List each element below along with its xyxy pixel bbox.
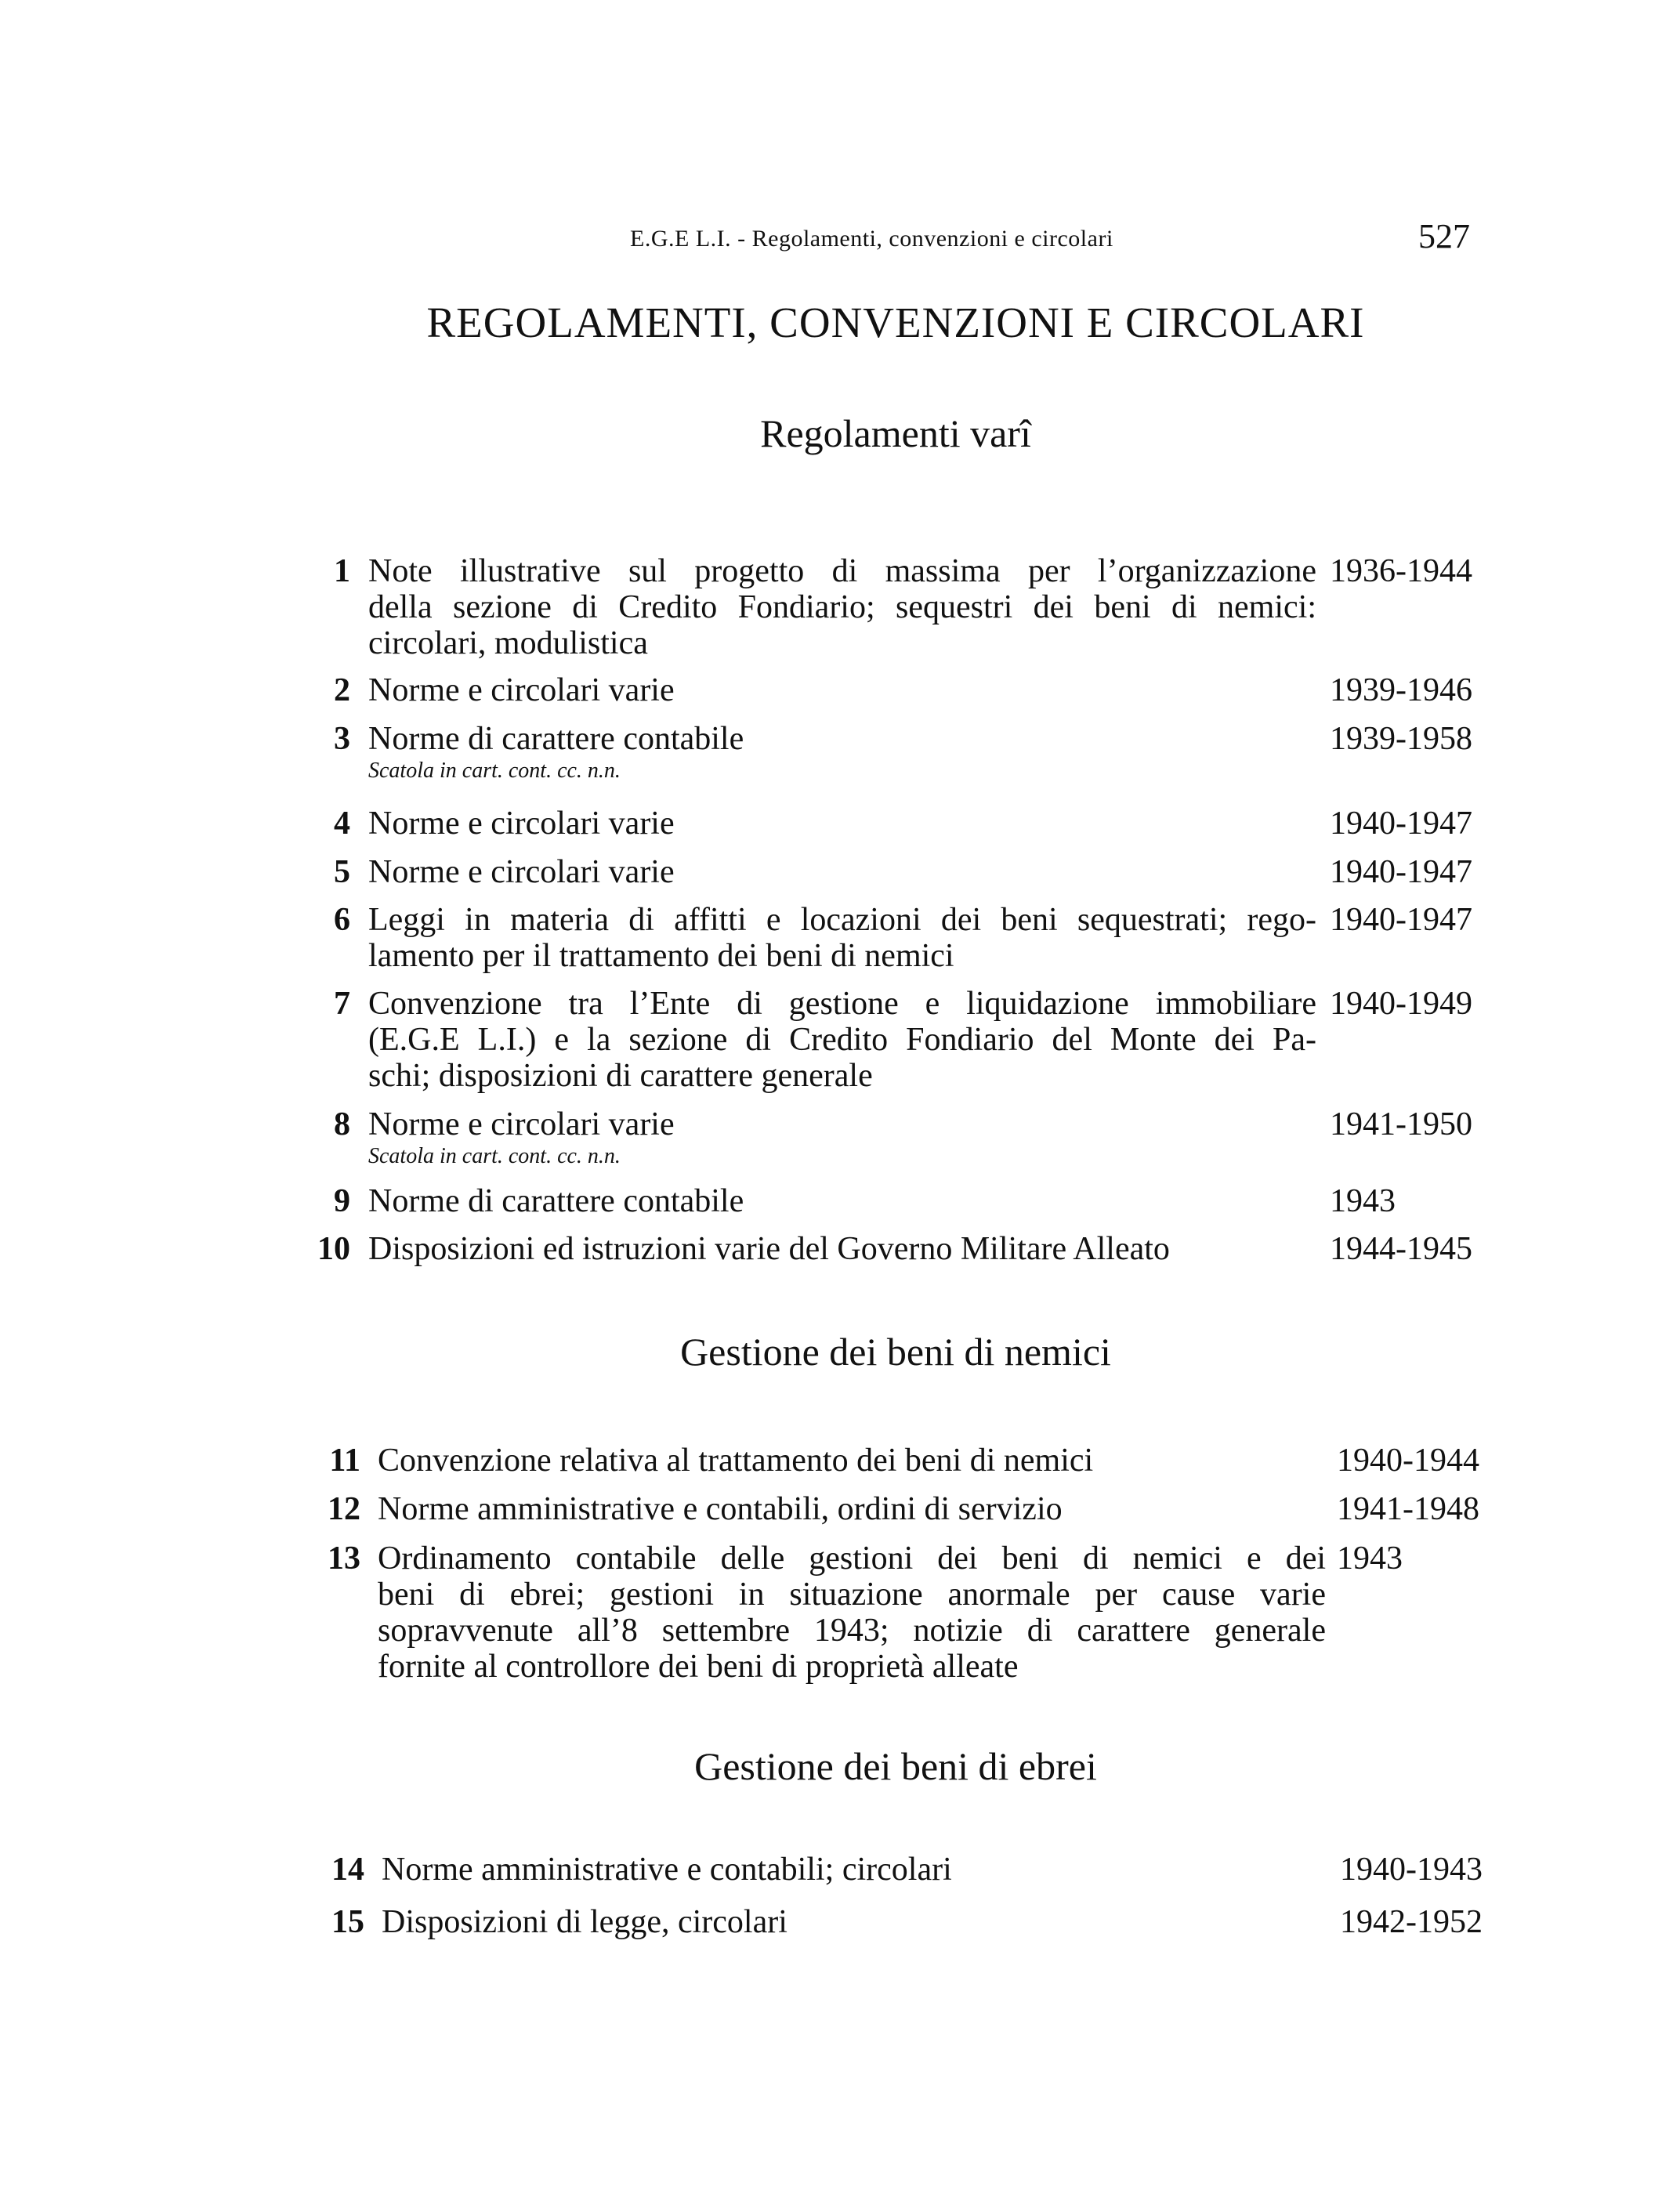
entry-description-line: fornite al controllore dei beni di proprietà alleate: [378, 1649, 1019, 1685]
entry-number: 9: [334, 1183, 350, 1219]
entry-description-line: Norme e circolari varie: [368, 672, 675, 708]
entry-note: Scatola in cart. cont. cc. n.n.: [368, 1144, 621, 1168]
entry-note: Scatola in cart. cont. cc. n.n.: [368, 758, 621, 783]
entry-number: 15: [331, 1904, 364, 1940]
entry-number: 13: [328, 1541, 360, 1577]
running-header: E.G.E L.I. - Regolamenti, convenzioni e circolari: [630, 226, 1113, 252]
entry-description-line: beni di ebrei; gestioni in situazione anormale per cause varie: [378, 1577, 1326, 1613]
entry-description-line: Norme e circolari varie: [368, 854, 675, 890]
entry-number: 12: [328, 1491, 360, 1527]
entry-description-line: Convenzione relativa al trattamento dei beni di nemici: [378, 1443, 1094, 1479]
entry-description-line: lamento per il trattamento dei beni di nemici: [368, 938, 954, 974]
entry-date-range: 1943: [1337, 1541, 1403, 1577]
entry-description-line: Norme e circolari varie: [368, 806, 675, 842]
entry-description-line: circolari, modulistica: [368, 625, 648, 661]
entry-number: 7: [334, 986, 350, 1022]
entry-description-line: Disposizioni ed istruzioni varie del Governo Militare Alleato: [368, 1231, 1170, 1267]
section-heading: Regolamenti varî: [760, 411, 1031, 455]
entry-description-line: Norme amministrative e contabili; circolari: [382, 1852, 952, 1888]
entry-date-range: 1940-1947: [1330, 854, 1472, 890]
entry-date-range: 1940-1949: [1330, 986, 1472, 1022]
entry-description-line: Leggi in materia di affitti e locazioni dei beni sequestrati; rego-: [368, 902, 1316, 938]
section-heading: Gestione dei beni di ebrei: [694, 1744, 1097, 1788]
entry-description-line: Norme di carattere contabile: [368, 1183, 744, 1219]
entry-description-line: Convenzione tra l’Ente di gestione e liquidazione immobiliare: [368, 986, 1316, 1022]
entry-description-line: Norme e circolari varie: [368, 1106, 675, 1142]
entry-description-line: Note illustrative sul progetto di massima per l’organizzazione: [368, 553, 1316, 589]
entry-number: 2: [334, 672, 350, 708]
entry-description-line: Norme amministrative e contabili, ordini di servizio: [378, 1491, 1063, 1527]
entry-number: 8: [334, 1106, 350, 1142]
entry-number: 1: [334, 553, 350, 589]
entry-date-range: 1944-1945: [1330, 1231, 1472, 1267]
section-heading: Gestione dei beni di nemici: [680, 1330, 1111, 1374]
entry-description-line: sopravvenute all’8 settembre 1943; notizie di carattere generale: [378, 1613, 1326, 1649]
entry-number: 6: [334, 902, 350, 938]
entry-description-line: Disposizioni di legge, circolari: [382, 1904, 788, 1940]
entry-description-line: schi; disposizioni di carattere generale: [368, 1058, 873, 1094]
entry-date-range: 1941-1950: [1330, 1106, 1472, 1142]
entry-description-line: (E.G.E L.I.) e la sezione di Credito Fondiario del Monte dei Pa-: [368, 1022, 1316, 1058]
entry-date-range: 1939-1958: [1330, 721, 1472, 757]
entry-number: 4: [334, 806, 350, 842]
entry-date-range: 1943: [1330, 1183, 1396, 1219]
entry-number: 14: [331, 1852, 364, 1888]
entry-date-range: 1940-1944: [1337, 1443, 1479, 1479]
page-title: REGOLAMENTI, CONVENZIONI E CIRCOLARI: [426, 299, 1365, 346]
entry-date-range: 1940-1943: [1340, 1852, 1483, 1888]
entry-number: 5: [334, 854, 350, 890]
entry-date-range: 1940-1947: [1330, 902, 1472, 938]
page-number: 527: [1418, 217, 1470, 255]
entry-number: 11: [329, 1443, 360, 1479]
entry-date-range: 1939-1946: [1330, 672, 1472, 708]
entry-date-range: 1942-1952: [1340, 1904, 1483, 1940]
entry-description-line: Ordinamento contabile delle gestioni dei beni di nemici e dei: [378, 1541, 1326, 1577]
entry-date-range: 1941-1948: [1337, 1491, 1479, 1527]
entry-number: 3: [334, 721, 350, 757]
entry-date-range: 1936-1944: [1330, 553, 1472, 589]
entry-date-range: 1940-1947: [1330, 806, 1472, 842]
entry-description-line: Norme di carattere contabile: [368, 721, 744, 757]
entry-number: 10: [317, 1231, 350, 1267]
entry-description-line: della sezione di Credito Fondiario; sequestri dei beni di nemici:: [368, 589, 1316, 625]
